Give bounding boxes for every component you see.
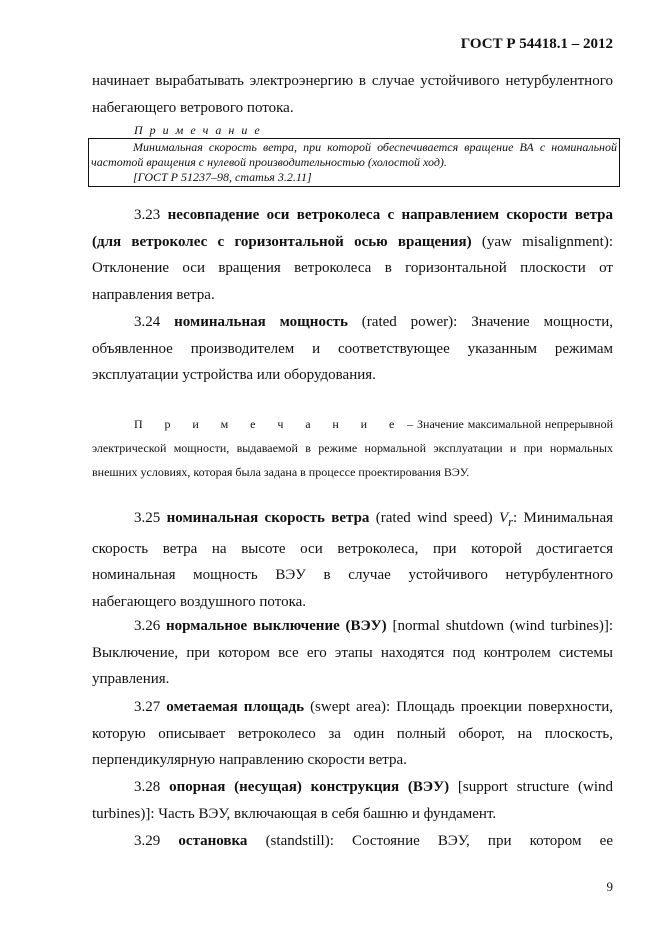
term-number: 3.24 — [134, 314, 161, 330]
term-name: опорная (несущая) конструкция (ВЭУ) — [169, 779, 450, 795]
term-3-26 — [92, 613, 613, 693]
term-3-24 — [92, 309, 613, 389]
note-reference: [ГОСТ Р 51237–98, статья 3.2.11] — [133, 170, 312, 184]
term-definition: Площадь проекции поверхности, которую описывает ветроколесо за один полный оборот, на плоскость, перпендикулярную направлению скорости ветра. — [92, 699, 614, 768]
page-number: 9 — [606, 879, 613, 894]
term-number: 3.23 — [134, 207, 161, 223]
note-block — [88, 123, 620, 185]
document-header: ГОСТ Р 54418.1 – 2012 — [460, 36, 613, 52]
note-text — [91, 140, 617, 185]
continuation-paragraph: начинает вырабатывать электроэнергию в случае устойчивого нетурбулентного набегающего ветрового потока. — [92, 73, 613, 116]
term-definition: Часть ВЭУ, включающая в себя башню и фундамент. — [158, 805, 497, 822]
term-english: (yaw misalignment): — [481, 233, 613, 250]
note-box — [88, 138, 620, 187]
term-symbol: $V_r$ — [498, 510, 513, 529]
term-3-28 — [92, 774, 613, 827]
note-rated-power — [92, 412, 613, 484]
term-english: (rated power): — [361, 314, 458, 330]
term-english: [normal shutdown (wind turbines)]: — [392, 618, 614, 634]
note-line: Минимальная скорость ветра, при которой обеспечивается вращение ВА с номинальной частотой вращения с нулевой производительностью (холостой ход). — [91, 140, 617, 169]
term-definition: : Минимальная скорость ветра на высоте оси ветроколеса, при которой достигается номинальная мощность ВЭУ в случае устойчивого нетурбулентного набегающего воздушного потока. — [92, 510, 614, 610]
term-definition: Состояние ВЭУ, при котором ее — [352, 833, 613, 849]
term-name: номинальная мощность — [174, 314, 348, 330]
note2-title: П р и м е ч а н и е — [134, 417, 404, 431]
term-name: несовпадение оси ветроколеса с направлением скорости ветра (для ветроколес с горизонтальной осью вращения) — [92, 207, 614, 250]
term-3-25 — [92, 505, 613, 615]
term-name: ометаемая площадь — [166, 699, 305, 715]
term-number: 3.29 — [134, 833, 161, 849]
term-name: номинальная скорость ветра — [166, 510, 370, 526]
term-name: остановка — [178, 833, 248, 849]
term-number: 3.26 — [134, 618, 161, 634]
term-english: (swept area): — [310, 699, 391, 715]
term-3-27 — [92, 694, 613, 774]
note2-text: – Значение максимальной непрерывной электрической мощности, выдаваемой в режиме нормальной эксплуатации и при нормальных внешних условиях, которая была задана в процессе проектирования ВЭУ. — [92, 417, 614, 479]
term-english: (standstill): — [265, 833, 334, 849]
term-number: 3.28 — [134, 779, 161, 795]
term-3-29 — [92, 828, 613, 855]
term-number: 3.27 — [134, 699, 161, 715]
term-number: 3.25 — [134, 510, 161, 526]
term-3-23 — [92, 202, 613, 308]
term-definition: Выключение, при котором все его этапы находятся под контролем системы управления. — [92, 644, 613, 687]
term-definition: Отклонение оси вращения ветроколеса в горизонтальной плоскости от направления ветра. — [92, 260, 613, 303]
term-english: [support structure (wind turbines)]: — [92, 779, 614, 822]
term-name: нормальное выключение (ВЭУ) — [166, 618, 387, 634]
note-title: П р и м е ч а н и е — [134, 123, 262, 137]
term-english: (rated wind speed) — [375, 510, 493, 526]
term-definition: Значение мощности, объявленное производителем и соответствующее указанным режимам эксплуатации устройства или оборудования. — [92, 314, 614, 383]
